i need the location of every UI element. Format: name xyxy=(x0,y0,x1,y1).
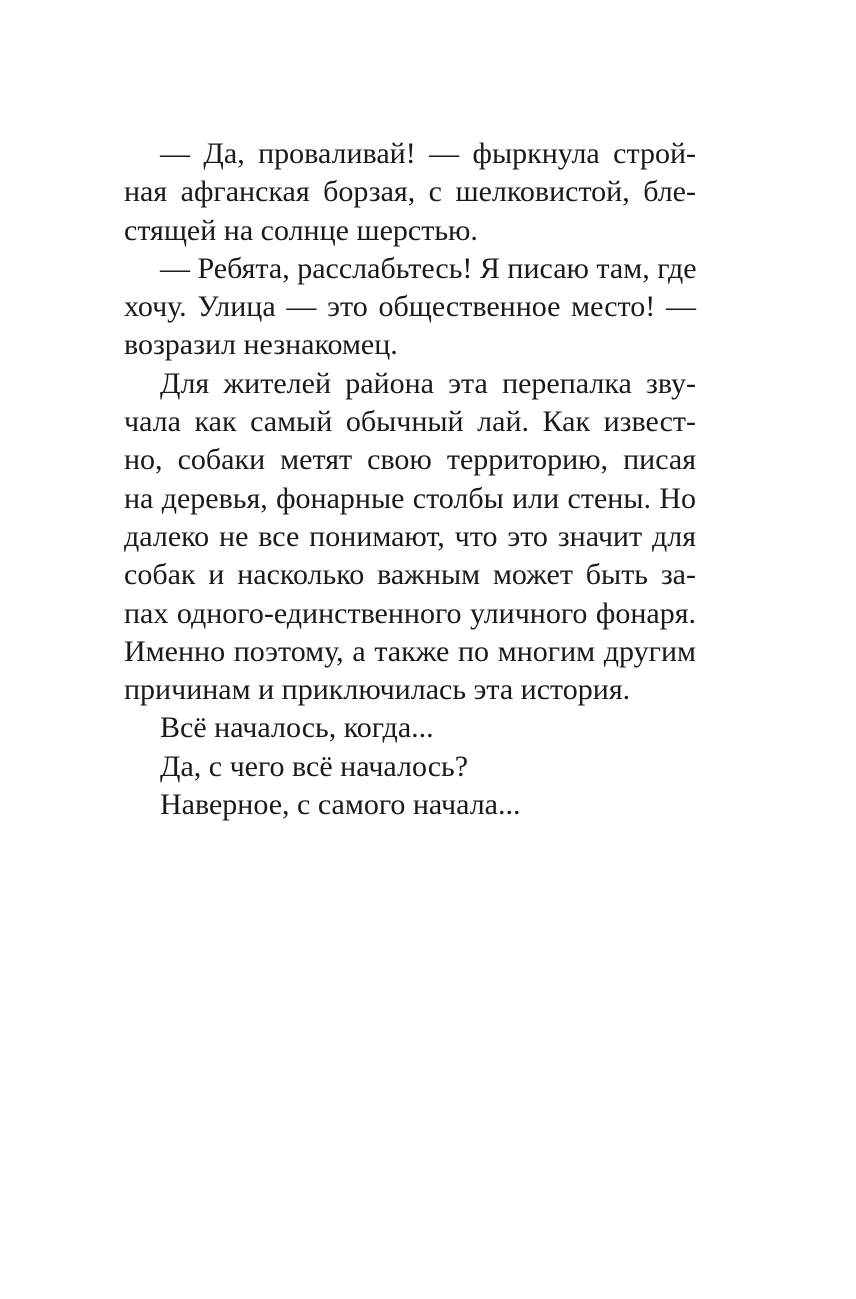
text-line: далеко не все понимают, что это значит для xyxy=(124,519,696,553)
text-line: ная афганская борзая, с шелковистой, бле- xyxy=(124,175,696,209)
text-line: причинам и приключилась эта история. xyxy=(124,673,631,707)
body-text xyxy=(124,135,696,824)
text-line: но, собаки метят свою территорию, писая xyxy=(124,443,696,477)
text-line: Для жителей района эта перепалка зву- xyxy=(160,366,696,400)
text-line: стящей на солнце шерстью. xyxy=(124,213,478,247)
text-line: хочу. Улица — это общественное место! — xyxy=(124,290,696,324)
text-line: собак и насколько важным может быть за- xyxy=(124,558,696,592)
paragraph-2 xyxy=(124,250,696,365)
text-line: возразил незнакомец. xyxy=(124,328,398,362)
text-line: — Ребята, расслабьтесь! Я писаю там, где xyxy=(160,251,697,285)
paragraph-1 xyxy=(124,135,696,250)
text-line: Именно поэтому, а также по многим другим xyxy=(124,634,696,668)
paragraph-6 xyxy=(124,786,696,824)
text-line: пах одного-единственного уличного фонаря. xyxy=(124,596,696,630)
text-line: Да, с чего всё началось? xyxy=(160,749,469,783)
text-line: чала как самый обычный лай. Как извест- xyxy=(124,405,696,439)
paragraph-3 xyxy=(124,365,696,710)
text-line: на деревья, фонарные столбы или стены. Но xyxy=(124,481,696,515)
text-line: Всё началось, когда... xyxy=(160,711,434,745)
text-line: — Да, проваливай! — фыркнула строй- xyxy=(160,137,696,170)
paragraph-4 xyxy=(124,709,696,747)
paragraph-5 xyxy=(124,748,696,786)
text-line: Наверное, с самого начала... xyxy=(160,788,521,822)
